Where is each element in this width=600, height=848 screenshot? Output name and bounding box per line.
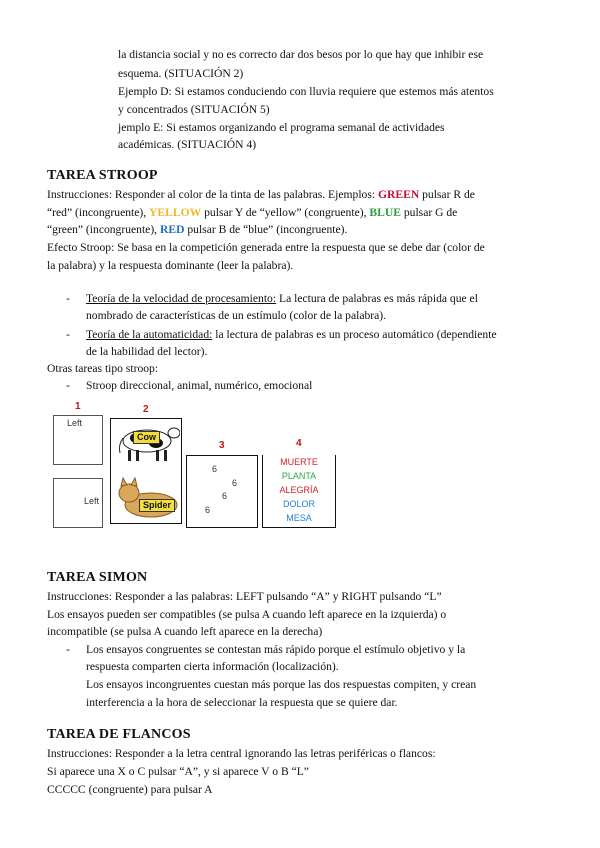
figure-number-3: 3 [219,440,225,451]
intro-line-3: Ejemplo D: Si estamos conduciendo con lluvia requiere que estemos más atentos [118,85,494,98]
emotional-word: PLANTA [281,471,317,481]
stroop-instructions-2 [47,205,457,221]
theory-2-title: Teoría de la automaticidad: [86,328,213,341]
simon-bullet-3: Los ensayos incongruentes cuestan más porque las dos respuestas compiten, y crean [86,678,477,691]
flancos-line-1: Instrucciones: Responder a la letra central ignorando las letras periféricas o flancos: [47,747,436,760]
simon-line-2: Los ensayos pueden ser compatibles (se pulsa A cuando left aparece en la izquierda) o [47,608,447,621]
example-word-green: GREEN [377,188,420,201]
theory-2 [86,327,497,343]
intro-line-6: académicas. (SITUACIÓN 4) [118,138,257,151]
figure-number-4: 4 [296,438,302,449]
intro-line-4: y concentrados (SITUACIÓN 5) [118,103,270,116]
digit: 6 [232,478,238,488]
digit: 6 [205,505,211,515]
example-word-yellow: YELLOW [149,206,202,219]
theory-2-text: la lectura de palabras es un proceso automático (dependiente [212,328,497,341]
flancos-line-3: CCCCC (congruente) para pulsar A [47,783,213,796]
bullet-dash: - [66,643,70,656]
stroop-effect-1: Efecto Stroop: Se basa en la competición generada entre la respuesta que se debe dar (color de [47,241,485,254]
simon-line-3: incompatible (se pulsa A cuando left aparece en la derecha) [47,625,323,638]
emotional-word: MUERTE [280,457,318,467]
stroop-instr-2c: pulsar G de [400,206,458,219]
left-word-top: Left [67,418,83,428]
stroop-instructions-1 [47,187,475,203]
simon-line-1: Instrucciones: Responder a las palabras: LEFT pulsando “A” y RIGHT pulsando “L” [47,590,442,603]
stroop-instr-2a: “red” (incongruente), [47,206,150,219]
theory-1 [86,291,478,307]
figure-number-2: 2 [143,404,149,415]
stroop-instr-text-b: pulsar R de [419,188,475,201]
flancos-line-2: Si aparece una X o C pulsar “A”, y si aparece V o B “L” [47,765,309,778]
numeric-stroop-panel [186,455,258,528]
theory-2-line-2: de la habilidad del lector). [86,345,208,358]
spider-label: Spider [139,499,175,512]
example-word-red: RED [159,223,185,236]
simon-bullet-1: Los ensayos congruentes se contestan más rápido porque el estímulo objetivo y la [86,643,466,656]
bullet-dash: - [66,292,70,305]
digit: 6 [212,464,218,474]
intro-line-2: esquema. (SITUACIÓN 2) [118,67,244,80]
theory-1-title: Teoría de la velocidad de procesamiento: [86,292,277,305]
other-tasks-label: Otras tareas tipo stroop: [47,362,159,375]
other-tasks-item: Stroop direccional, animal, numérico, emocional [86,379,313,392]
digit: 6 [222,491,228,501]
theory-1-text: La lectura de palabras es más rápida que el [276,292,478,305]
simon-bullet-2: respuesta comparten cierta información (localización). [86,660,339,673]
theory-1-line-2: nombrado de características de un estímulo (color de la palabra). [86,309,387,322]
stroop-title: TAREA STROOP [47,168,158,183]
emotional-stroop-panel [262,455,336,528]
stroop-instr-3a: “green” (incongruente), [47,223,160,236]
simon-panel-left [53,415,103,465]
animal-stroop-panel [110,418,182,524]
cow-label: Cow [133,431,160,444]
simon-bullet-4: interferencia a la hora de seleccionar la respuesta que se quiere dar. [86,696,398,709]
bullet-dash: - [66,328,70,341]
emotional-word: ALEGRÍA [279,485,319,495]
stroop-instr-3b: pulsar B de “blue” (incongruente). [184,223,348,236]
intro-line-1: la distancia social y no es correcto dar dos besos por lo que hay que inhibir ese [118,48,484,61]
example-word-blue: BLUE [369,206,401,219]
intro-line-5: jemplo E: Si estamos organizando el programa semanal de actividades [118,121,445,134]
emotional-word: DOLOR [282,499,315,509]
stroop-instr-2b: pulsar Y de “yellow” (congruente), [201,206,370,219]
emotional-word: MESA [286,513,312,523]
flancos-title: TAREA DE FLANCOS [47,727,191,742]
simon-panel-right [53,478,103,528]
left-word-bottom: Left [84,496,100,506]
figure-number-1: 1 [75,401,81,412]
bullet-dash: - [66,379,70,392]
simon-title: TAREA SIMON [47,570,148,585]
stroop-instr-text: Instrucciones: Responder al color de la tinta de las palabras. Ejemplos: [47,188,378,201]
stroop-instructions-3 [47,222,347,238]
stroop-effect-2: la palabra) y la respuesta dominante (leer la palabra). [47,259,294,272]
